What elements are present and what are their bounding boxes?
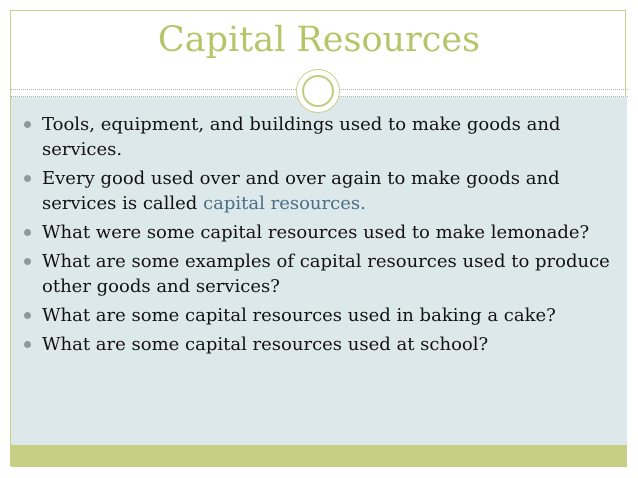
bullet-dot-icon <box>24 258 31 265</box>
circle-ornament-inner <box>302 75 334 107</box>
bullet-text: What are some capital resources used in baking a cake? <box>42 305 556 326</box>
bullet-text: What were some capital resources used to make lemonade? <box>42 222 590 243</box>
bullet-item <box>22 303 612 328</box>
bullet-item <box>22 112 612 162</box>
bullet-text: What are some capital resources used at school? <box>42 334 489 355</box>
bullet-list <box>22 112 612 361</box>
bullet-dot-icon <box>24 175 31 182</box>
bullet-highlight: capital resources. <box>203 193 366 214</box>
bullet-item <box>22 332 612 357</box>
bullet-dot-icon <box>24 341 31 348</box>
bullet-text: Every good used over and over again to make goods and services is called <box>42 168 560 214</box>
bullet-text: What are some examples of capital resources used to produce other goods and services? <box>42 251 610 297</box>
bullet-dot-icon <box>24 229 31 236</box>
bullet-dot-icon <box>24 312 31 319</box>
bullet-item <box>22 249 612 299</box>
slide-title: Capital Resources <box>157 20 481 60</box>
circle-ornament-icon <box>296 69 340 113</box>
bullet-item <box>22 166 612 216</box>
bullet-dot-icon <box>24 121 31 128</box>
footer-bar <box>11 445 627 467</box>
bullet-item <box>22 220 612 245</box>
bullet-text: Tools, equipment, and buildings used to make goods and services. <box>42 114 561 160</box>
